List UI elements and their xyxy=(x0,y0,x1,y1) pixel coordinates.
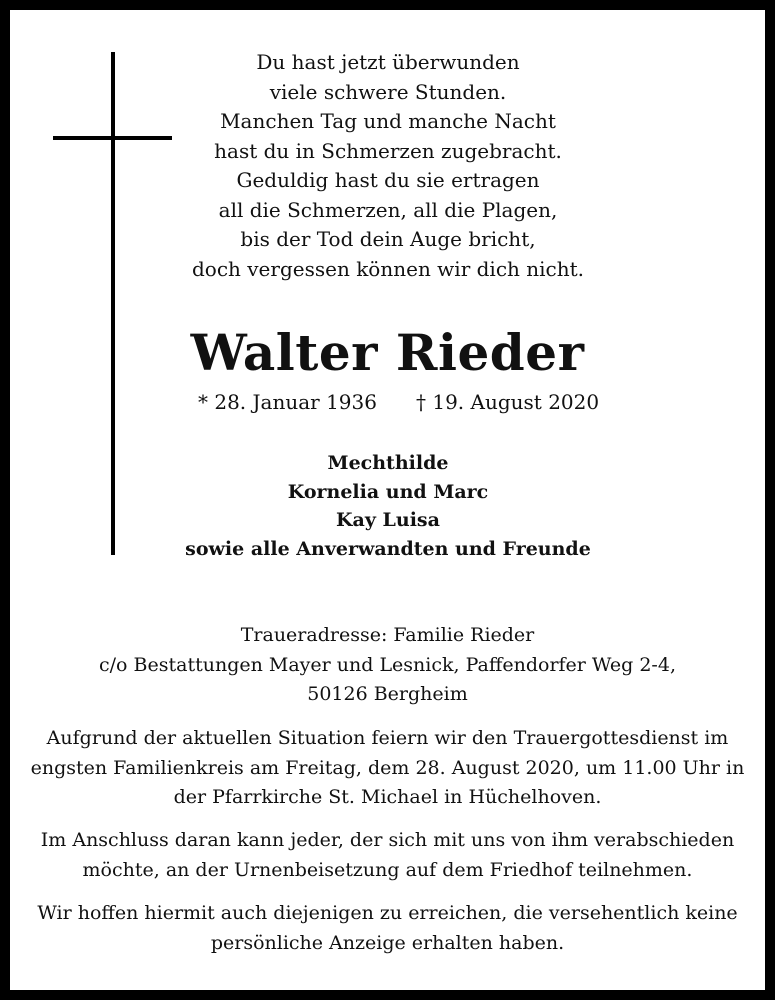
paragraph-line: engsten Familienkreis am Freitag, dem 28. August 2020, um 11.00 Uhr in xyxy=(30,756,745,779)
burial-paragraph xyxy=(30,826,745,885)
poem-line: Manchen Tag und manche Nacht xyxy=(220,109,556,133)
death-date: † 19. August 2020 xyxy=(416,390,600,414)
poem-line: viele schwere Stunden. xyxy=(269,79,507,104)
mourner: Mechthilde xyxy=(327,452,449,474)
paragraph-line: Im Anschluss daran kann jeder, der sich mit uns von ihm verabschieden xyxy=(40,829,735,851)
paragraph-line: Wir hoffen hiermit auch diejenigen zu erreichen, die versehentlich keine xyxy=(37,902,738,924)
poem-line: Geduldig hast du sie ertragen xyxy=(236,168,540,192)
address-line: c/o Bestattungen Mayer und Lesnick, Paffendorfer Weg 2-4, xyxy=(99,653,676,676)
mourner: Kay Luisa xyxy=(336,509,440,531)
mourner: sowie alle Anverwandten und Freunde xyxy=(185,537,591,560)
poem xyxy=(150,48,626,284)
closing-paragraph xyxy=(30,899,745,958)
mourner: Kornelia und Marc xyxy=(287,480,489,503)
paragraph-line: der Pfarrkirche St. Michael in Hüchelhoven. xyxy=(173,786,602,808)
mourners-list xyxy=(150,449,626,563)
paragraph-line: Aufgrund der aktuellen Situation feiern wir den Trauergottesdienst im xyxy=(46,727,729,749)
address-line: Traueradresse: Familie Rieder xyxy=(240,624,535,646)
poem-line: hast du in Schmerzen zugebracht. xyxy=(214,138,562,163)
service-paragraph xyxy=(30,724,745,813)
deceased-name: Walter Rieder xyxy=(190,323,585,382)
poem-line: bis der Tod dein Auge bricht, xyxy=(240,227,536,251)
paragraph-line: persönliche Anzeige erhalten haben. xyxy=(210,931,565,954)
mourning-address xyxy=(40,621,735,710)
poem-line: all die Schmerzen, all die Plagen, xyxy=(218,197,558,222)
birth-date: * 28. Januar 1936 xyxy=(198,390,377,414)
cross-icon xyxy=(111,52,115,555)
paragraph-line: möchte, an der Urnenbeisetzung auf dem Friedhof teilnehmen. xyxy=(82,858,693,881)
address-line: 50126 Bergheim xyxy=(307,683,468,705)
poem-line: doch vergessen können wir dich nicht. xyxy=(191,256,585,281)
poem-line: Du hast jetzt überwunden xyxy=(256,50,520,74)
